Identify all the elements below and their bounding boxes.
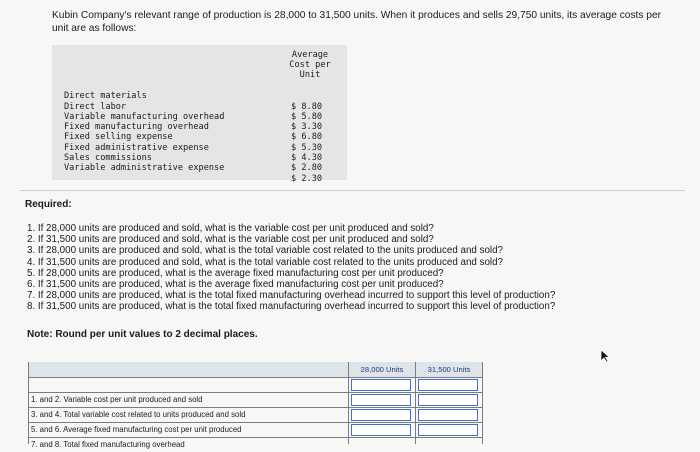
cost-value: $ 5.30: [291, 142, 323, 153]
answer-table: [28, 362, 483, 449]
blank-input[interactable]: [351, 379, 411, 391]
question-item: 8. If 31,500 units are produced, what is the total fixed manufacturing overhead incurred to support this level of production?: [27, 301, 556, 313]
table-border: [415, 362, 416, 444]
cost-value: $ 8.80: [291, 101, 323, 112]
cost-value: $ 5.80: [291, 111, 323, 122]
cost-value: $ 3.30: [291, 122, 323, 133]
question-item: 2. If 31,500 units are produced and sold, what is the variable cost per unit produced and sold?: [27, 234, 434, 246]
mouse-cursor-icon: [600, 349, 612, 363]
answer-input-28000[interactable]: [351, 394, 411, 406]
question-item: 1. If 28,000 units are produced and sold, what is the variable cost per unit produced and sold?: [27, 223, 434, 234]
question-item: 3. If 28,000 units are produced and sold, what is the total variable cost related to the units produced and sold?: [27, 245, 504, 257]
table-border: [348, 362, 349, 444]
required-heading: Required:: [25, 199, 72, 210]
answer-input-28000[interactable]: [351, 424, 411, 436]
cost-value: $ 2.30: [291, 173, 323, 184]
answer-input-28000[interactable]: [351, 409, 411, 421]
rounding-note: Note: Round per unit values to 2 decimal places.: [27, 329, 258, 340]
cost-label: Direct materials: [64, 91, 147, 102]
cost-label: Fixed administrative expense: [64, 142, 209, 153]
question-item: 6. If 31,500 units are produced, what is the average fixed manufacturing cost per unit produced?: [27, 279, 444, 291]
section-divider: [20, 190, 685, 191]
answer-input-31500[interactable]: [418, 424, 478, 436]
cost-label: Variable manufacturing overhead: [64, 111, 225, 122]
column-header-31500: 31,500 Units: [427, 365, 471, 374]
answer-row-label: 1. and 2. Variable cost per unit produced and sold: [31, 395, 203, 404]
table-border: [28, 362, 29, 444]
cost-label: Sales commissions: [64, 153, 152, 164]
cost-label: Fixed selling expense: [64, 132, 173, 143]
answer-row-label: 7. and 8. Total fixed manufacturing overhead: [31, 440, 185, 449]
question-list: [27, 223, 687, 313]
answer-row-label: 5. and 6. Average fixed manufacturing cost per unit produced: [31, 425, 242, 434]
cost-value: $ 2.80: [291, 163, 323, 174]
problem-intro: Kubin Company's relevant range of production is 28,000 to 31,500 units. When it produces and sells 29,750 units, its average costs per unit are as follows:: [52, 10, 662, 34]
blank-input[interactable]: [418, 379, 478, 391]
column-header-28000: 28,000 Units: [360, 365, 404, 374]
cost-table-header: Average Cost per Unit: [289, 50, 331, 80]
answer-input-31500[interactable]: [418, 394, 478, 406]
question-item: 5. If 28,000 units are produced, what is the average fixed manufacturing cost per unit produced?: [27, 267, 444, 279]
answer-row-label: 3. and 4. Total variable cost related to units produced and sold: [31, 410, 246, 419]
cost-value: $ 6.80: [291, 132, 323, 143]
question-item: 7. If 28,000 units are produced, what is the total fixed manufacturing overhead incurred to support this level of production?: [27, 290, 556, 302]
cost-label: Direct labor: [64, 101, 127, 112]
cost-label: Fixed manufacturing overhead: [64, 122, 209, 133]
question-item: 4. If 31,500 units are produced and sold, what is the total variable cost related to the units produced and sold?: [27, 256, 504, 268]
table-border: [482, 362, 483, 444]
cost-value: $ 4.30: [291, 153, 323, 164]
cost-label: Variable administrative expense: [64, 163, 225, 174]
answer-input-31500[interactable]: [418, 409, 478, 421]
